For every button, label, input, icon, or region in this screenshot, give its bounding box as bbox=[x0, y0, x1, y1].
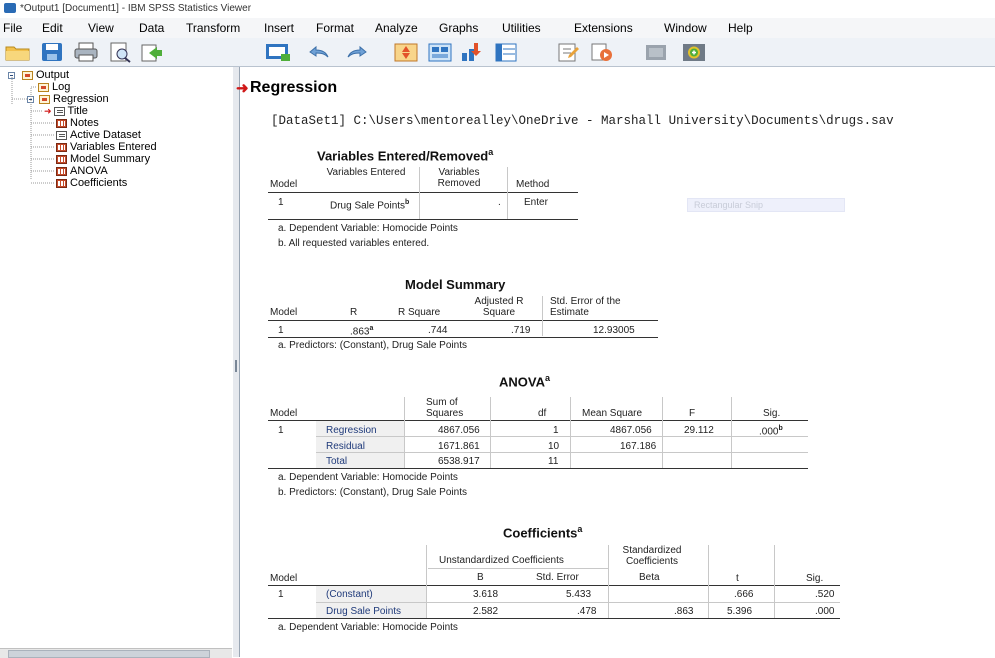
export-icon[interactable] bbox=[136, 40, 168, 64]
col-header-r: R bbox=[350, 307, 358, 318]
outline-pane bbox=[0, 67, 234, 657]
row-model-number: 1 bbox=[278, 325, 284, 336]
print-preview-icon[interactable] bbox=[104, 40, 136, 64]
menu-edit[interactable]: Edit bbox=[42, 21, 63, 35]
outline-model-summary[interactable]: Model Summary bbox=[56, 153, 150, 165]
footnote-a: a. Dependent Variable: Homocide Points bbox=[278, 622, 458, 633]
col-header-r-square: R Square bbox=[398, 307, 441, 318]
cell-r: .863$^a$ bbox=[350, 325, 374, 338]
cell-ss-residual: 1671.861 bbox=[438, 441, 480, 452]
cell-method: Enter bbox=[524, 197, 548, 208]
output-content-pane bbox=[236, 67, 995, 657]
menu-file[interactable]: File bbox=[3, 21, 23, 35]
cell-sig-drug-sale-points: .000 bbox=[815, 606, 835, 617]
current-item-arrow-icon: ➜ bbox=[44, 105, 52, 116]
col-header-model: Model bbox=[270, 408, 298, 419]
footnote-b: b. All requested variables entered. bbox=[278, 238, 430, 249]
menu-analyze[interactable]: Analyze bbox=[375, 21, 418, 35]
variables-icon[interactable] bbox=[456, 40, 488, 64]
col-header-model: Model bbox=[270, 179, 298, 190]
toolbar bbox=[0, 38, 995, 67]
cell-adj-r-square: .719 bbox=[511, 325, 531, 336]
cell-ms-regression: 4867.056 bbox=[610, 425, 652, 436]
outline-active-dataset[interactable]: Active Dataset bbox=[56, 129, 141, 141]
recall-dialog-icon[interactable] bbox=[262, 40, 294, 64]
menu-format[interactable]: Format bbox=[316, 21, 355, 35]
spss-app-icon bbox=[4, 3, 16, 13]
outline-log[interactable]: Log bbox=[38, 81, 70, 93]
menu-help[interactable]: Help bbox=[728, 21, 753, 35]
splitter-grip-icon[interactable] bbox=[235, 360, 237, 372]
outline-variables-entered[interactable]: Variables Entered bbox=[56, 141, 157, 153]
cell-std-error: 12.93005 bbox=[593, 325, 635, 336]
cell-df-total: 11 bbox=[548, 456, 559, 467]
cell-sig-constant: .520 bbox=[815, 589, 835, 600]
outline-notes[interactable]: Notes bbox=[56, 117, 99, 129]
outline-title[interactable]: ➜ Title bbox=[44, 105, 88, 117]
cell-ss-regression: 4867.056 bbox=[438, 425, 480, 436]
cell-r-square: .744 bbox=[428, 325, 448, 336]
goto-data-icon[interactable] bbox=[390, 40, 422, 64]
window-titlebar bbox=[0, 0, 995, 18]
col-header-std-error: Std. Error of the Estimate bbox=[550, 296, 621, 318]
model-summary-title: Model Summary bbox=[405, 277, 506, 292]
col-header-removed: Variables Removed bbox=[437, 167, 481, 189]
footnote-b: b. Predictors: (Constant), Drug Sale Points bbox=[278, 487, 467, 498]
col-header-sig: Sig. bbox=[806, 573, 824, 584]
menu-graphs[interactable]: Graphs bbox=[439, 21, 479, 35]
cell-df-regression: 1 bbox=[553, 425, 559, 436]
outline-coefficients[interactable]: Coefficients bbox=[56, 177, 127, 189]
cell-removed: . bbox=[498, 197, 501, 208]
row-label-residual: Residual bbox=[326, 441, 365, 452]
cell-b-constant: 3.618 bbox=[473, 589, 499, 600]
anova-title: ANOVA$^a$ bbox=[499, 373, 550, 390]
scrollbar-thumb[interactable] bbox=[8, 650, 210, 658]
col-header-model: Model bbox=[270, 307, 298, 318]
menu-window[interactable]: Window bbox=[664, 21, 707, 35]
row-label-total: Total bbox=[326, 456, 348, 467]
col-header-mean-square: Mean Square bbox=[582, 408, 643, 419]
row-label-drug-sale-points: Drug Sale Points bbox=[326, 606, 402, 617]
redo-icon[interactable] bbox=[342, 40, 374, 64]
print-icon[interactable] bbox=[70, 40, 102, 64]
cell-se-drug-sale-points: .478 bbox=[577, 606, 597, 617]
regression-heading[interactable]: Regression bbox=[250, 79, 338, 96]
coefficients-title: Coefficients$^a$ bbox=[503, 524, 583, 541]
select-cases-icon[interactable] bbox=[490, 40, 522, 64]
tooltip-label: Rectangular Snip bbox=[694, 200, 764, 210]
current-item-arrow-icon: ➜ bbox=[236, 80, 249, 97]
col-header-f: F bbox=[689, 408, 696, 419]
row-label-constant: (Constant) bbox=[326, 589, 373, 600]
row-model-number: 1 bbox=[278, 589, 284, 600]
col-header-t: t bbox=[736, 573, 739, 584]
row-model-number: 1 bbox=[278, 197, 284, 208]
outline-horizontal-scrollbar[interactable] bbox=[0, 648, 232, 658]
menu-transform[interactable]: Transform bbox=[186, 21, 241, 35]
menu-utilities[interactable]: Utilities bbox=[502, 21, 541, 35]
promote-icon[interactable] bbox=[678, 40, 710, 64]
open-folder-icon[interactable] bbox=[2, 40, 34, 64]
cell-f-regression: 29.112 bbox=[684, 425, 714, 436]
footnote-a: a. Dependent Variable: Homocide Points bbox=[278, 472, 458, 483]
col-header-entered: Variables Entered bbox=[326, 167, 406, 178]
col-group-standardized: Standardized Coefficients bbox=[622, 545, 682, 567]
outline-regression[interactable]: Regression bbox=[27, 93, 109, 105]
tree-connector-lines bbox=[0, 67, 100, 192]
col-group-unstandardized: Unstandardized Coefficients bbox=[439, 555, 564, 566]
cell-ss-total: 6538.917 bbox=[438, 456, 480, 467]
window-title: *Output1 [Document1] - IBM SPSS Statistics Viewer bbox=[20, 3, 252, 14]
col-header-df: df bbox=[538, 408, 547, 419]
undo-icon[interactable] bbox=[302, 40, 334, 64]
col-header-beta: Beta bbox=[639, 572, 660, 583]
footnote-a: a. Dependent Variable: Homocide Points bbox=[278, 223, 458, 234]
menu-data[interactable]: Data bbox=[139, 21, 165, 35]
cell-df-residual: 10 bbox=[548, 441, 560, 452]
col-header-std-error: Std. Error bbox=[536, 572, 579, 583]
cell-beta-drug-sale-points: .863 bbox=[674, 606, 694, 617]
cell-ms-residual: 167.186 bbox=[620, 441, 657, 452]
menu-extensions[interactable]: Extensions bbox=[574, 21, 633, 35]
save-icon[interactable] bbox=[36, 40, 68, 64]
col-header-sum-of-squares: Sum of Squares bbox=[426, 397, 464, 419]
menu-insert[interactable]: Insert bbox=[264, 21, 295, 35]
goto-variable-icon[interactable] bbox=[424, 40, 456, 64]
menu-bar bbox=[0, 18, 995, 39]
col-header-method: Method bbox=[516, 179, 550, 190]
col-header-adj-r-square: Adjusted R Square bbox=[474, 296, 524, 318]
cell-t-drug-sale-points: 5.396 bbox=[727, 606, 753, 617]
outline-anova[interactable]: ANOVA bbox=[56, 165, 108, 177]
dataset-path-text: [DataSet1] C:\Users\mentorealley\OneDrive - Marshall University\Documents\drugs.sav bbox=[271, 114, 894, 128]
cell-se-constant: 5.433 bbox=[566, 589, 592, 600]
row-model-number: 1 bbox=[278, 425, 284, 436]
row-label-regression: Regression bbox=[326, 425, 377, 436]
hide-icon[interactable] bbox=[640, 40, 672, 64]
variables-entered-title: Variables Entered/Removed$^a$ bbox=[317, 147, 494, 164]
cell-b-drug-sale-points: 2.582 bbox=[473, 606, 499, 617]
cell-entered: Drug Sale Points$^b$ bbox=[330, 199, 410, 212]
show-output-icon[interactable] bbox=[586, 40, 618, 64]
designate-window-icon[interactable] bbox=[552, 40, 584, 64]
cell-t-constant: .666 bbox=[734, 589, 754, 600]
snip-tooltip bbox=[687, 198, 845, 212]
col-header-sig: Sig. bbox=[763, 408, 781, 419]
footnote-a: a. Predictors: (Constant), Drug Sale Points bbox=[278, 340, 467, 351]
col-header-model: Model bbox=[270, 573, 298, 584]
outline-output[interactable]: Output bbox=[8, 69, 69, 81]
cell-sig-regression: .000$^b$ bbox=[759, 425, 783, 438]
menu-view[interactable]: View bbox=[88, 21, 114, 35]
col-header-b: B bbox=[477, 572, 484, 583]
